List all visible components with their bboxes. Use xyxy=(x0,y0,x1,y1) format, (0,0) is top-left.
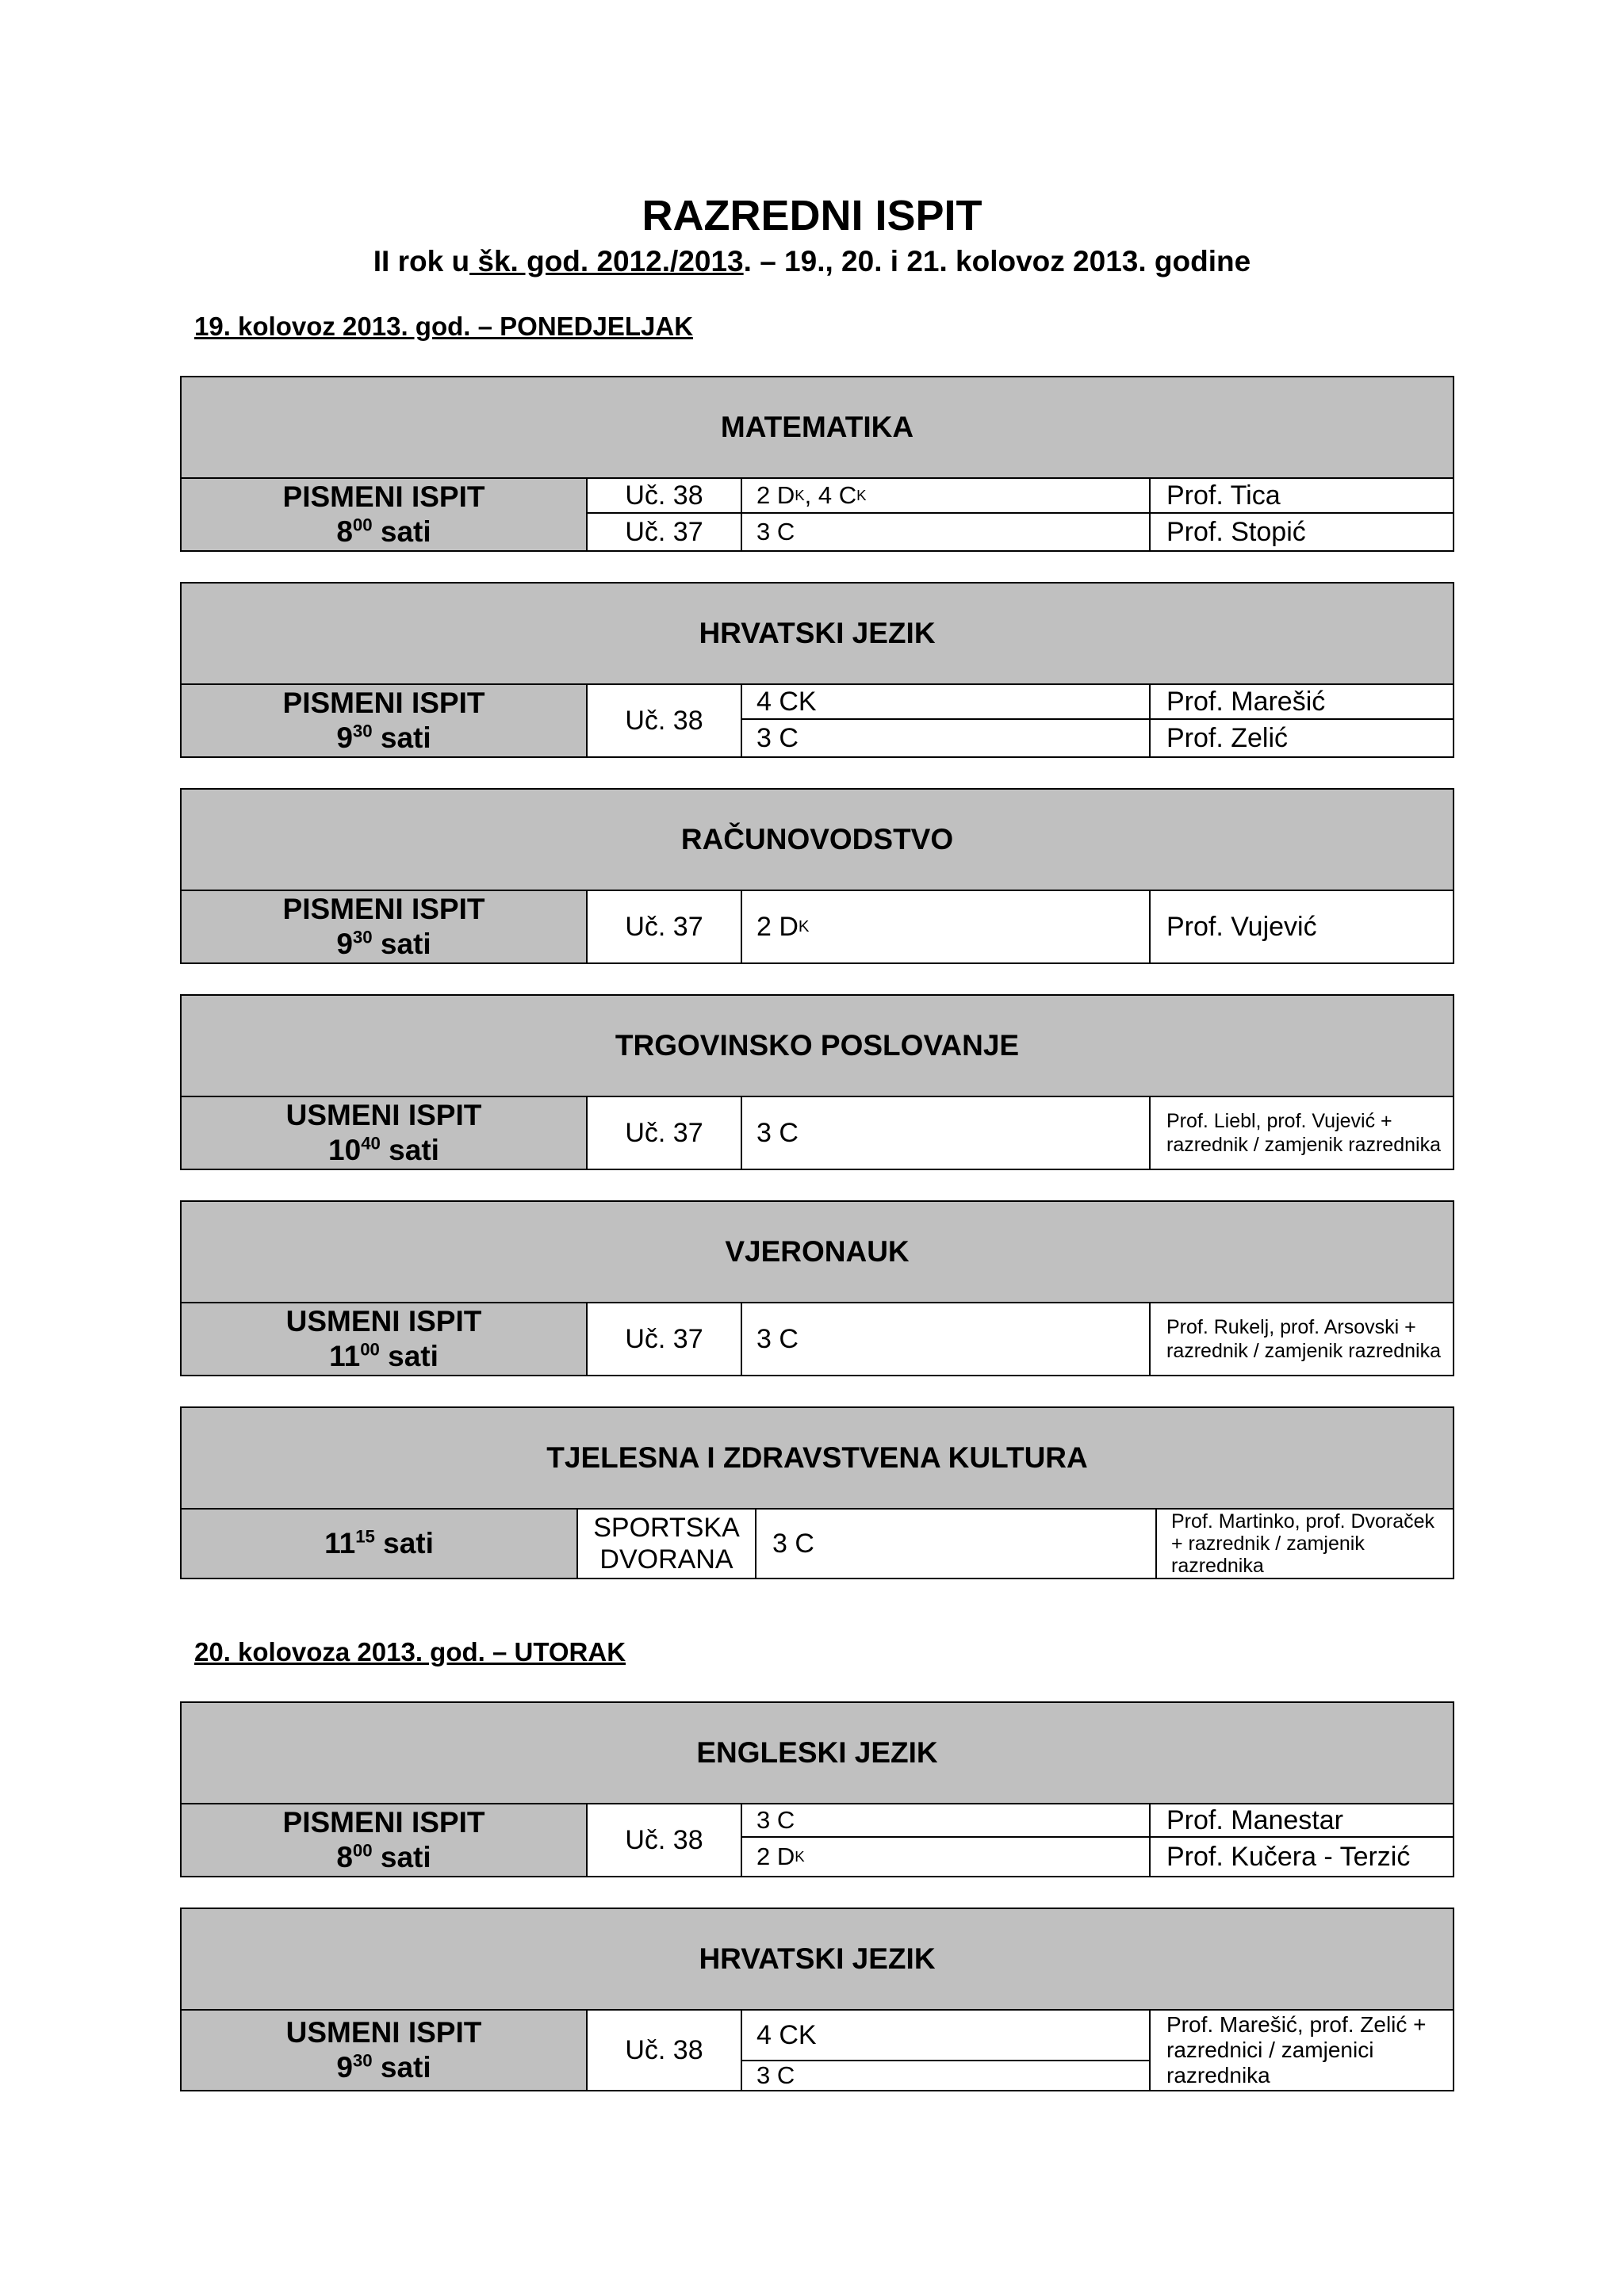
day-heading-monday: 19. kolovoz 2013. god. – PONEDJELJAK xyxy=(194,312,694,341)
exam-room: Uč. 38 xyxy=(588,2011,742,2090)
exam-class: 2 D K , 4 C K xyxy=(742,479,1151,514)
exam-time: $11^{00}$ sati xyxy=(329,1339,439,1372)
exam-class: 3 C xyxy=(742,2061,1151,2090)
page-subtitle: II rok u šk. god. 2012./2013. – 19., 20. i 21. kolovoz 2013. godine xyxy=(373,245,1251,277)
exam-class: 2 D K xyxy=(742,891,1151,962)
exam-time: $8^{00}$ sati xyxy=(336,515,431,548)
exam-subject: HRVATSKI JEZIK xyxy=(182,1909,1453,2011)
exam-subject: RAČUNOVODSTVO xyxy=(182,790,1453,891)
exam-class: 3 C xyxy=(742,1097,1151,1169)
exam-type-time: USMENI ISPIT $11^{00}$ sati xyxy=(182,1303,588,1375)
page-title: RAZREDNI ISPIT xyxy=(642,192,982,239)
exam-class: 3 C xyxy=(742,514,1151,550)
exam-time: $11^{15}$ sati xyxy=(182,1510,578,1578)
exam-subject: MATEMATIKA xyxy=(182,377,1453,479)
exam-block-trgovinsko-poslovanje xyxy=(180,994,1454,1170)
exam-professor: Prof. Manestar xyxy=(1151,1804,1453,1838)
exam-subject: TRGOVINSKO POSLOVANJE xyxy=(182,996,1453,1097)
exam-room: Uč. 37 xyxy=(588,1303,742,1375)
exam-professor: Prof. Stopić xyxy=(1166,516,1306,547)
exam-block-racunovodstvo xyxy=(180,788,1454,964)
exam-professor: Prof. Martinko, prof. Dvoraček + razrednik / zamjenik razrednika xyxy=(1171,1510,1435,1577)
exam-block-tjelesna-kultura xyxy=(180,1406,1454,1579)
exam-type-time: PISMENI ISPIT $8^{00}$ sati xyxy=(182,1804,588,1876)
exam-time: $9^{30}$ sati xyxy=(336,721,431,754)
exam-block-engleski-jezik xyxy=(180,1701,1454,1877)
exam-room: SPORTSKA DVORANA xyxy=(578,1510,756,1578)
exam-type-time: USMENI ISPIT $9^{30}$ sati xyxy=(182,2011,588,2090)
exam-class: 4 CK xyxy=(742,2011,1151,2061)
exam-type-time: PISMENI ISPIT $9^{30}$ sati xyxy=(182,685,588,756)
exam-subject: VJERONAUK xyxy=(182,1202,1453,1303)
exam-time: $10^{40}$ sati xyxy=(328,1133,439,1166)
exam-time: $9^{30}$ sati xyxy=(336,2050,431,2084)
exam-block-hrvatski-jezik xyxy=(180,582,1454,758)
exam-subject: HRVATSKI JEZIK xyxy=(182,584,1453,685)
exam-time: $8^{00}$ sati xyxy=(336,1840,431,1873)
exam-class: 3 C xyxy=(742,1804,1151,1838)
exam-room: Uč. 38 xyxy=(588,685,742,756)
exam-type-time: PISMENI ISPIT $8^{00}$ sati xyxy=(182,479,588,550)
exam-class: 3 C xyxy=(742,1303,1151,1375)
exam-class: 3 C xyxy=(742,720,1151,756)
exam-professor: Prof. Kučera - Terzić xyxy=(1166,1841,1411,1872)
exam-type-time: USMENI ISPIT $10^{40}$ sati xyxy=(182,1097,588,1169)
exam-professor: Prof. Zelić xyxy=(1166,722,1289,753)
exam-block-vjeronauk xyxy=(180,1200,1454,1376)
exam-class: 3 C xyxy=(756,1510,1157,1578)
exam-professor: Prof. Marešić xyxy=(1151,685,1453,720)
exam-time: $9^{30}$ sati xyxy=(336,927,431,960)
exam-block-matematika xyxy=(180,376,1454,552)
exam-subject: TJELESNA I ZDRAVSTVENA KULTURA xyxy=(182,1408,1453,1510)
exam-room: Uč. 37 xyxy=(588,1097,742,1169)
exam-type-time: PISMENI ISPIT $9^{30}$ sati xyxy=(182,891,588,962)
exam-block-hrvatski-jezik-usmeni xyxy=(180,1908,1454,2091)
exam-professor: Prof. Marešić, prof. Zelić + razrednici / zamjenici razrednika xyxy=(1166,2012,1427,2087)
exam-class: 2 D K xyxy=(742,1838,1151,1876)
exam-professor: Prof. Tica xyxy=(1151,479,1453,514)
day-heading-tuesday: 20. kolovoza 2013. god. – UTORAK xyxy=(194,1637,626,1667)
exam-professor: Prof. Vujević xyxy=(1166,911,1317,942)
exam-room: Uč. 38 xyxy=(588,479,742,514)
exam-professor: Prof. Rukelj, prof. Arsovski + razrednik / zamjenik razrednika xyxy=(1166,1316,1441,1362)
exam-room: Uč. 38 xyxy=(588,1804,742,1876)
exam-class: 4 CK xyxy=(742,685,1151,720)
exam-subject: ENGLESKI JEZIK xyxy=(182,1703,1453,1804)
exam-room: Uč. 37 xyxy=(588,891,742,962)
exam-professor: Prof. Liebl, prof. Vujević + razrednik / zamjenik razrednika xyxy=(1166,1110,1441,1156)
exam-room: Uč. 37 xyxy=(588,514,742,550)
